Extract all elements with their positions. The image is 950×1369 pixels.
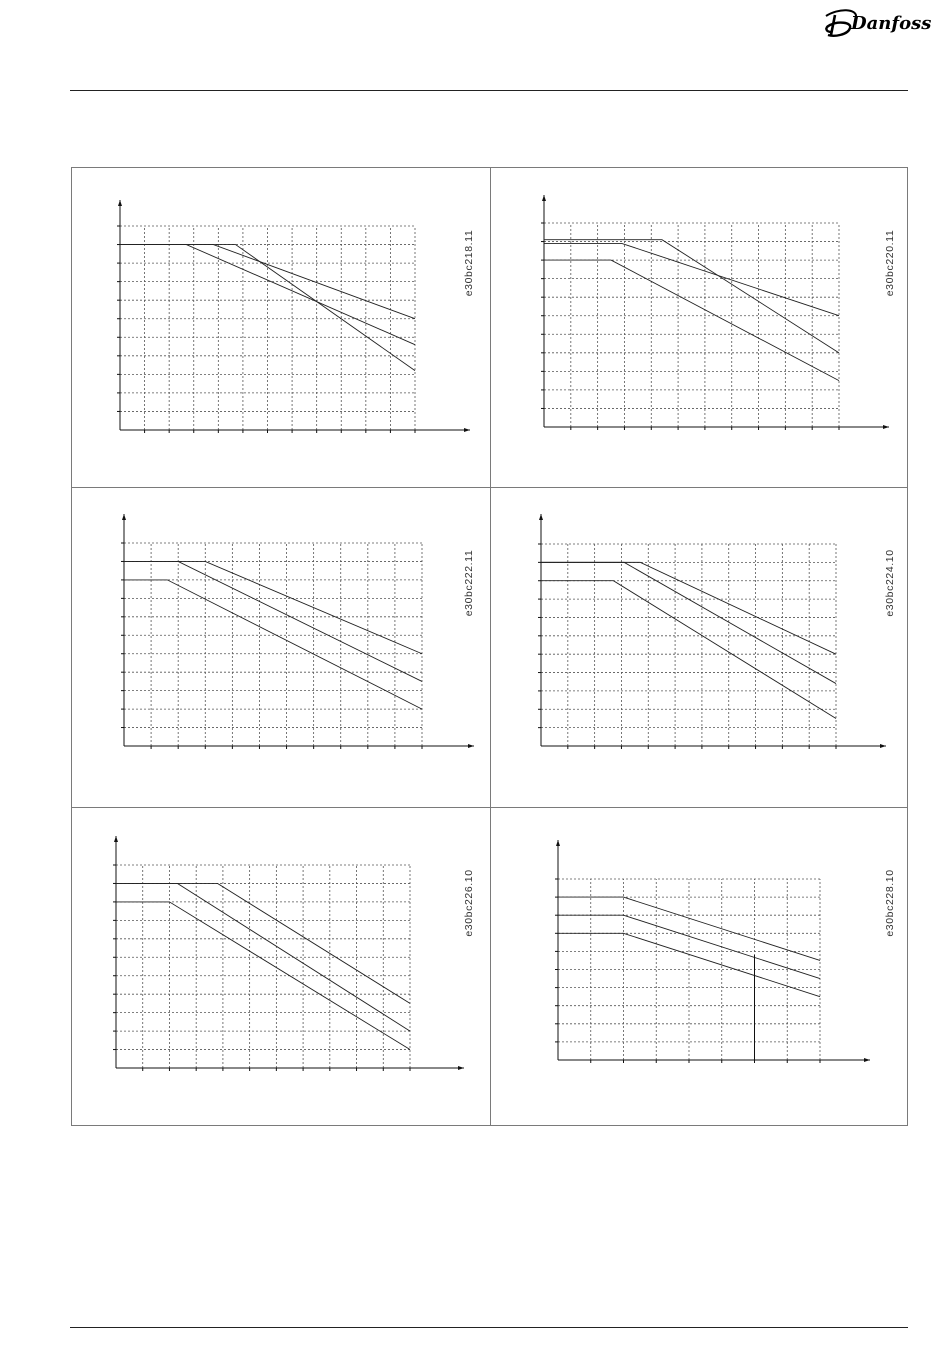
derating-chart-5 — [72, 808, 490, 1126]
danfoss-logo-mark — [818, 2, 932, 42]
x-axis-arrow-icon — [458, 1066, 464, 1070]
figure-code-label: e30bc224.10 — [884, 549, 896, 617]
derating-chart-6 — [491, 808, 908, 1126]
y-axis-arrow-icon — [542, 195, 546, 201]
danfoss-logo — [818, 2, 932, 42]
chart-cell-2 — [490, 168, 908, 487]
derating-curve-2 — [544, 240, 839, 353]
x-axis-arrow-icon — [464, 428, 470, 432]
chart-cell-3 — [72, 487, 490, 808]
figure-code-label: e30bc222.11 — [463, 549, 475, 617]
figure-code-label: e30bc228.10 — [884, 869, 896, 937]
footer-rule — [70, 1327, 908, 1328]
svg-text:Danfoss: Danfoss — [851, 13, 932, 34]
derating-chart-1 — [72, 168, 490, 487]
x-axis-arrow-icon — [883, 425, 889, 429]
derating-curve-1 — [116, 883, 410, 1003]
header-rule — [70, 90, 908, 91]
derating-chart-2 — [491, 168, 908, 487]
x-axis-arrow-icon — [880, 744, 886, 748]
chart-cell-6 — [490, 807, 908, 1126]
derating-curve-3 — [544, 260, 839, 381]
derating-curve-1 — [541, 562, 836, 654]
chart-cell-4 — [490, 487, 908, 808]
figure-code-label: e30bc218.11 — [463, 229, 475, 297]
chart-cell-1 — [72, 168, 490, 487]
derating-curve-3 — [541, 581, 836, 719]
y-axis-arrow-icon — [114, 836, 118, 842]
x-axis-arrow-icon — [864, 1058, 870, 1062]
chart-cell-5 — [72, 807, 490, 1126]
y-axis-arrow-icon — [118, 200, 122, 206]
derating-curve-1 — [544, 243, 839, 315]
x-axis-arrow-icon — [468, 744, 474, 748]
chart-grid — [71, 167, 908, 1126]
y-axis-arrow-icon — [556, 840, 560, 846]
figure-code-label: e30bc220.11 — [884, 229, 896, 297]
derating-curve-3 — [124, 580, 422, 709]
figure-code-label: e30bc226.10 — [463, 869, 475, 937]
derating-chart-3 — [72, 488, 490, 808]
y-axis-arrow-icon — [122, 514, 126, 520]
y-axis-arrow-icon — [539, 514, 543, 520]
derating-curve-1 — [124, 561, 422, 653]
derating-curve-2 — [124, 561, 422, 681]
derating-chart-4 — [491, 488, 908, 808]
